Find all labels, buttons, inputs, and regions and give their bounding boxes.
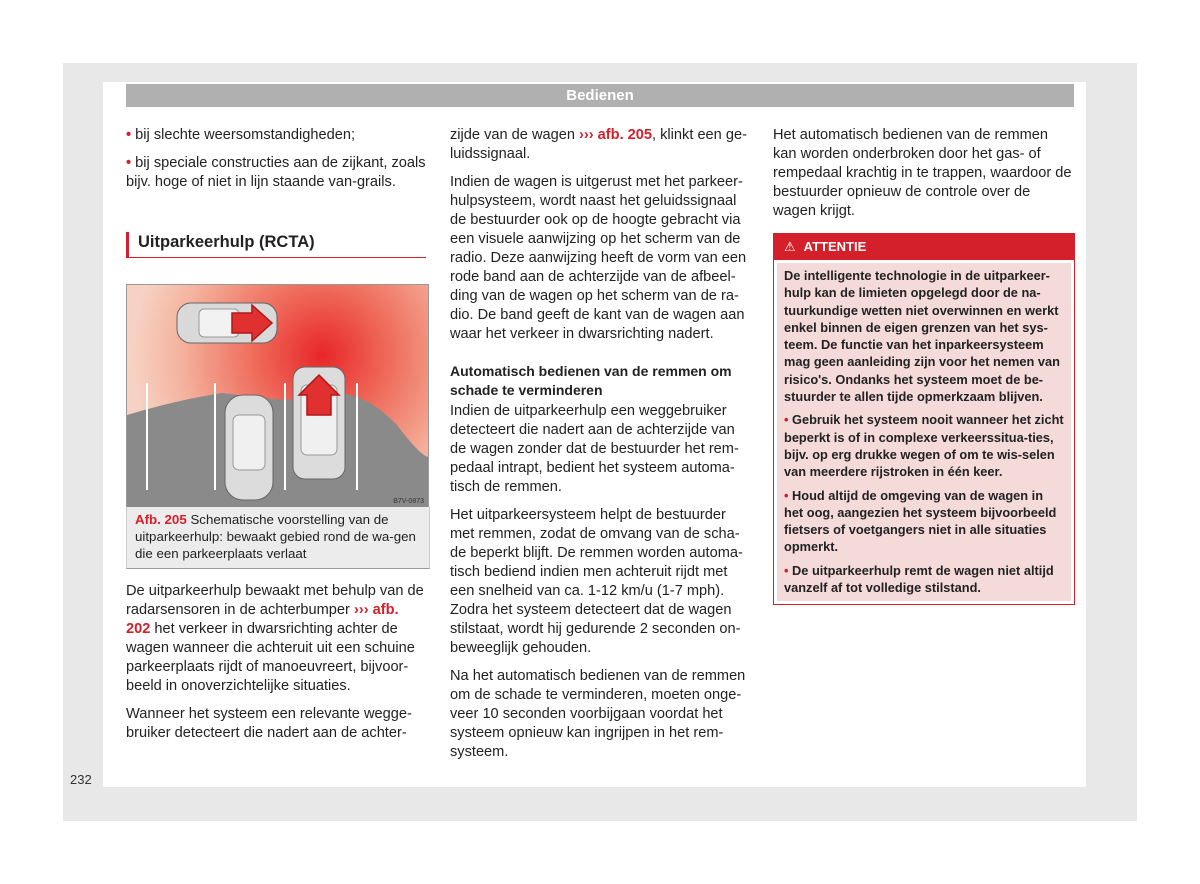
list-item: • De uitparkeerhulp remt de wagen niet altijd vanzelf af tot volledige stilstand. [784,562,1054,596]
list-item: • Houd altijd de omgeving van de wagen in het oog, aangezien het systeem bijvoorbeeld fietsers of voetgangers niet in alle situaties opmerkt. [784,487,1057,555]
xref-arrow-icon: ››› [353,602,369,618]
paragraph: Het automatisch bedienen van de remmen kan worden onderbroken door het gas- of rempedaal krachtig in te trappen, waardoor de bestuurder opnieuw de controle over de wagen krijgt. [773,127,1072,219]
column-3 [773,126,1075,230]
car-reversing [293,367,345,479]
page-number: 232 [70,772,92,787]
page-frame-top [63,63,1137,82]
warning-text: De intelligente technologie in de uitparkeer-hulp kan de limieten opgelegd door de na-tuurkundige wetten niet overwinnen en werkt enkel binnen de eigen grenzen van het sys-teem. De functie van het inparkeersysteem mag geen aanleiding zijn voor het nemen van risico's. Ondanks het systeem moet de be-stuurder te allen tijde opmerkzaam blijven. [784,268,1060,405]
bullet-icon: • [784,562,793,578]
section-header: Bedienen [126,84,1074,107]
figure-reference-link[interactable]: afb. 202 [126,602,399,637]
section-title: Uitparkeerhulp (RCTA) [126,232,426,258]
bullet-icon: • [784,412,793,428]
bullet-icon: • [784,487,793,503]
warning-header: ⚠ ATTENTIE [774,234,1074,260]
list-item: • bij slechte weersomstandigheden; [126,127,356,143]
caption-text: Schematische voorstelling van de uitparkeerhulp: bewaakt gebied rond de wa-gen die een parkeerplaats verlaat [135,512,416,561]
figure-reference-link[interactable]: afb. 205 [597,127,653,143]
xref-arrow-icon: ››› [579,127,594,143]
page-frame-right [1086,63,1137,821]
warning-body [777,263,1071,601]
subheading: Automatisch bedienen van de remmen om schade te verminderen [450,363,732,398]
column-1 [126,126,426,258]
column-2 [450,126,752,771]
bullet-icon: • [126,127,136,143]
caption-label: Afb. 205 [135,512,187,527]
car-crossing [177,303,277,343]
bullet-icon: • [126,155,136,171]
figure-caption [126,507,430,569]
paragraph: De uitparkeerhulp bewaakt met behulp van de radarsensoren in de achterbumper ››› afb. 202 het verkeer in dwarsrichting achter de wagen wanneer die achteruit uit een schuine parkeerplaats rijdt of manoeuvreert, bijvoor-beeld in onoverzichtelijke situaties. [126,583,424,694]
rcta-figure [126,284,429,508]
paragraph: Het uitparkeersysteem helpt de bestuurder met remmen, zodat de omvang van de scha-de beperkt blijft. De remmen worden automa-tisch bediend indien men achteruit rijdt met een snelheid van ca. 1-12 km/u (1-7 mph). Zodra het systeem detecteert dat de wagen stilstaat, wordt hij gedurende 2 seconden on-beweeglijk gehouden. [450,507,743,656]
warning-box [773,233,1075,605]
list-item: • bij speciale constructies aan de zijkant, zoals bijv. hoge of niet in lijn staande van-grails. [126,155,426,190]
list-item: • Gebruik het systeem nooit wanneer het zicht beperkt is of in complexe verkeerssitua-ties, bijv. op erg drukke wegen of om te wis-selen van meerdere rijstroken in één keer. [784,412,1064,480]
page-frame-bottom [63,787,1137,821]
paragraph: zijde van de wagen ››› afb. 205, klinkt een ge-luidssignaal. [450,127,747,162]
car-parked [225,395,273,500]
figure-code: B7V-0873 [393,498,424,505]
page-frame-left [63,63,103,821]
paragraph: Wanneer het systeem een relevante wegge-bruiker detecteert die nadert aan de achter- [126,706,412,741]
column-1-lower [126,582,426,752]
paragraph: Indien de uitparkeerhulp een weggebruiker detecteert die nadert aan de achterzijde van de wagen zonder dat de bestuurder het rem-pedaal intrapt, bedient het systeem automa-tisch de remmen. [450,403,739,495]
paragraph: Na het automatisch bedienen van de remmen om de schade te verminderen, moeten onge-veer 10 seconden voorbijgaan voordat het systeem opnieuw kan ingrijpen in het rem-systeem. [450,668,746,760]
rcta-illustration [127,285,428,507]
warning-triangle-icon: ⚠ [784,239,796,254]
paragraph: Indien de wagen is uitgerust met het parkeer-hulpsysteem, wordt naast het geluidssignaal de bestuurder ook op de hoogte gebracht via een visuele aanwijzing op het scherm van de radio. Deze aanwijzing heeft de vorm van een rode band aan de achterzijde van de afbeel-ding van de wagen op het scherm van de ra-dio. De band geeft de kant van de wagen aan waar het verkeer in dwarsrichting nadert. [450,174,747,342]
